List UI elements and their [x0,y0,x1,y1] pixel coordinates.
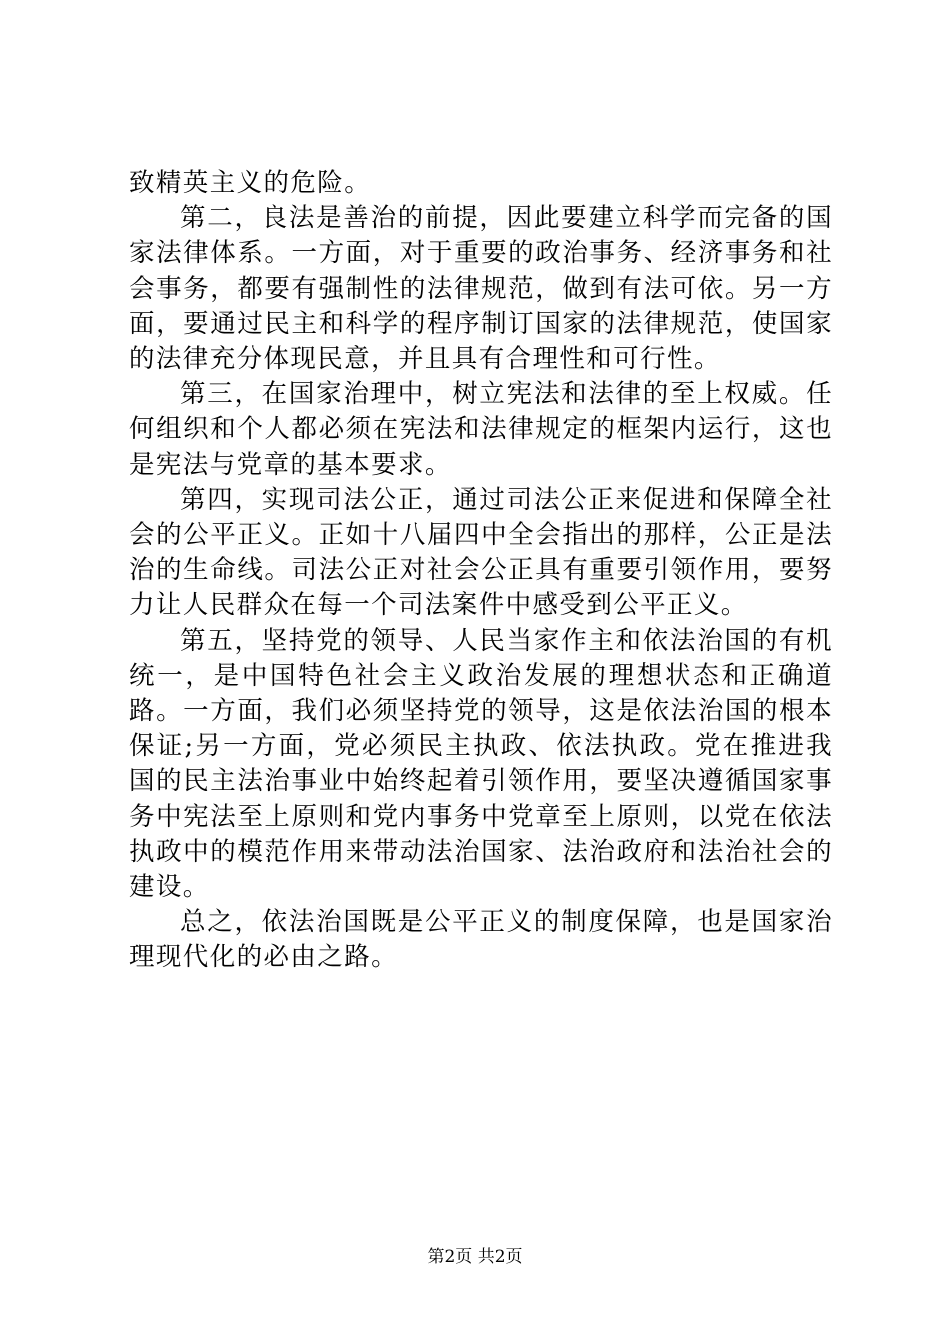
paragraph-second-point: 第二，良法是善治的前提，因此要建立科学而完备的国家法律体系。一方面，对于重要的政治事务、经济事务和社会事务，都要有强制性的法律规范，做到有法可依。另一方面，要通过民主和科学的程序制订国家的法律规范，使国家的法律充分体现民意，并且具有合理性和可行性。 [129,203,833,375]
paragraph-fifth-point: 第五，坚持党的领导、人民当家作主和依法治国的有机统一，是中国特色社会主义政治发展的理想状态和正确道路。一方面，我们必须坚持党的领导，这是依法治国的根本保证;另一方面，党必须民主执政、依法执政。党在推进我国的民主法治事业中始终起着引领作用，要坚决遵循国家事务中宪法至上原则和党内事务中党章至上原则，以党在依法执政中的模范作用来带动法治国家、法治政府和法治社会的建设。 [129,625,833,903]
paragraph-conclusion: 总之，依法治国既是公平正义的制度保障，也是国家治理现代化的必由之路。 [129,907,833,973]
paragraph-continuation: 致精英主义的危险。 [129,168,372,198]
document-body [129,166,833,976]
page-number-footer: 第2页 共2页 [427,1247,523,1267]
paragraph-fourth-point: 第四，实现司法公正，通过司法公正来促进和保障全社会的公平正义。正如十八届四中全会指出的那样，公正是法治的生命线。司法公正对社会公正具有重要引领作用，要努力让人民群众在每一个司法案件中感受到公平正义。 [129,484,833,621]
paragraph-third-point: 第三，在国家治理中，树立宪法和法律的至上权威。任何组织和个人都必须在宪法和法律规定的框架内运行，这也是宪法与党章的基本要求。 [129,379,833,480]
